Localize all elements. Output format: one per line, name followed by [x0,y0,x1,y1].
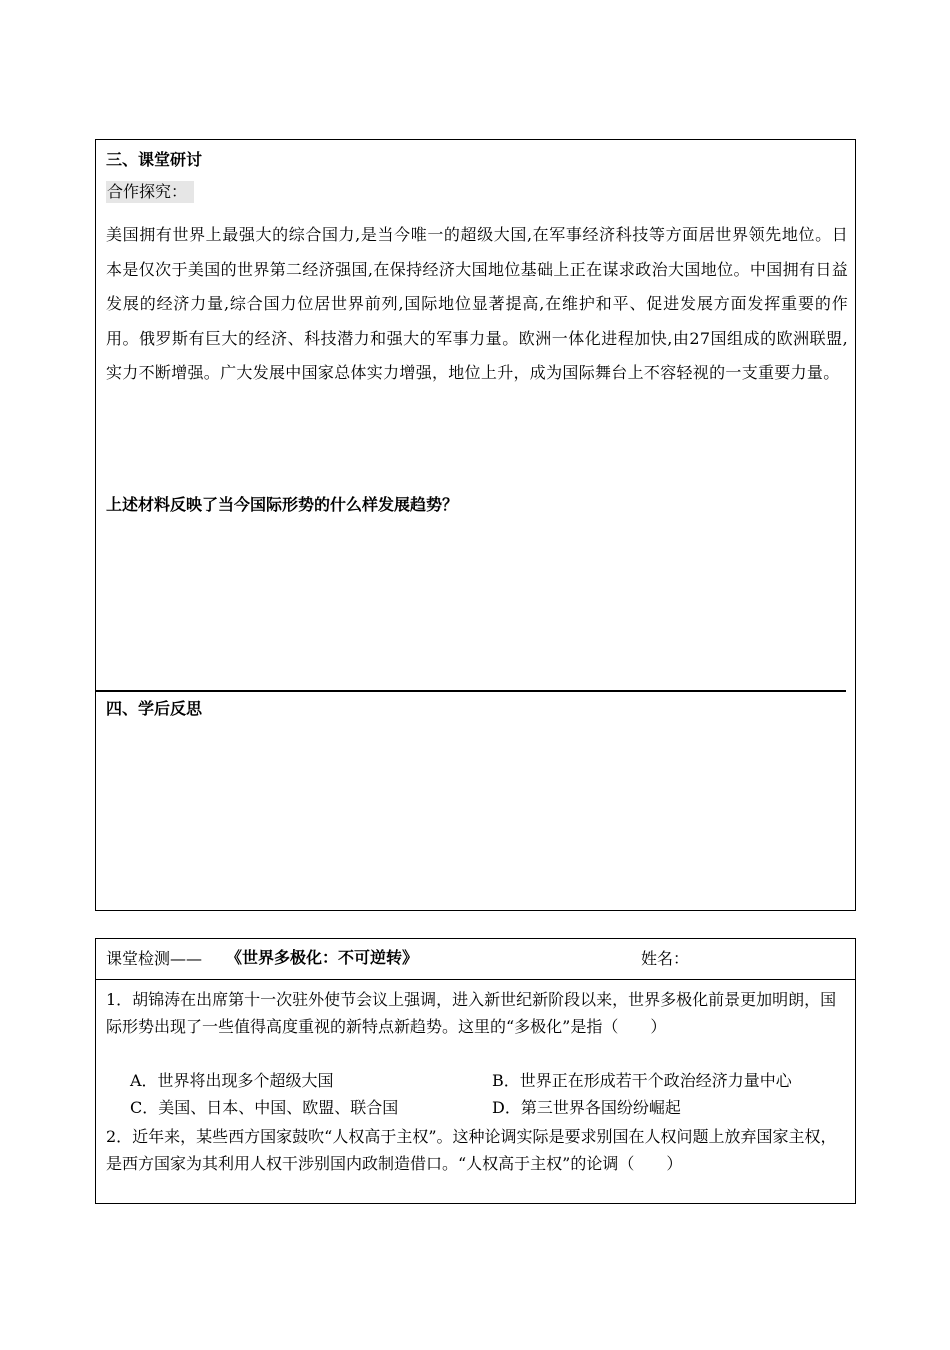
cooperative-inquiry-label: 合作探究： [106,181,194,203]
question-1: 1．胡锦涛在出席第十一次驻外使节会议上强调，进入新世纪新阶段以来，世界多极化前景更加明朗，国际形势出现了一些值得高度重视的新特点新趋势。这里的“多极化”是指（ ） [106,990,837,1036]
classroom-quiz-box [95,938,856,1204]
section-divider [96,690,846,692]
section-4-title: 四、学后反思 [106,699,203,718]
question-1-option-b: B．世界正在形成若干个政治经济力量中心 [492,1071,792,1090]
quiz-title: 《世界多极化：不可逆转》 [226,948,419,967]
section-3-title: 三、课堂研讨 [106,150,203,169]
question-2: 2．近年来，某些西方国家鼓吹“人权高于主权”。这种论调实际是要求别国在人权问题上放弃国家主权，是西方国家为其利用人权干涉别国内政制造借口。“人权高于主权”的论调（ ） [106,1127,837,1173]
discussion-material: 美国拥有世界上最强大的综合国力,是当今唯一的超级大国,在军事经济科技等方面居世界领先地位。日本是仅次于美国的世界第二经济强国,在保持经济大国地位基础上正在谋求政治大国地位。中国拥有日益发展的经济力量,综合国力位居世界前列,国际地位显著提高,在维护和平、促进发展方面发挥重要的作用。俄罗斯有巨大的经济、科技潜力和强大的军事力量。欧洲一体化进程加快,由27国组成的欧洲联盟,实力不断增强。广大发展中国家总体实力增强，地位上升，成为国际舞台上不容轻视的一支重要力量。 [106,225,848,383]
quiz-prefix: 课堂检测—— [106,949,203,968]
question-1-option-c: C．美国、日本、中国、欧盟、联合国 [130,1098,399,1117]
question-1-option-a: A．世界将出现多个超级大国 [130,1071,334,1090]
question-1-option-d: D．第三世界各国纷纷崛起 [492,1098,681,1117]
quiz-header [96,939,855,980]
classroom-discussion-box [95,139,856,911]
name-label: 姓名： [641,949,690,968]
discussion-question: 上述材料反映了当今国际形势的什么样发展趋势？ [106,495,459,514]
